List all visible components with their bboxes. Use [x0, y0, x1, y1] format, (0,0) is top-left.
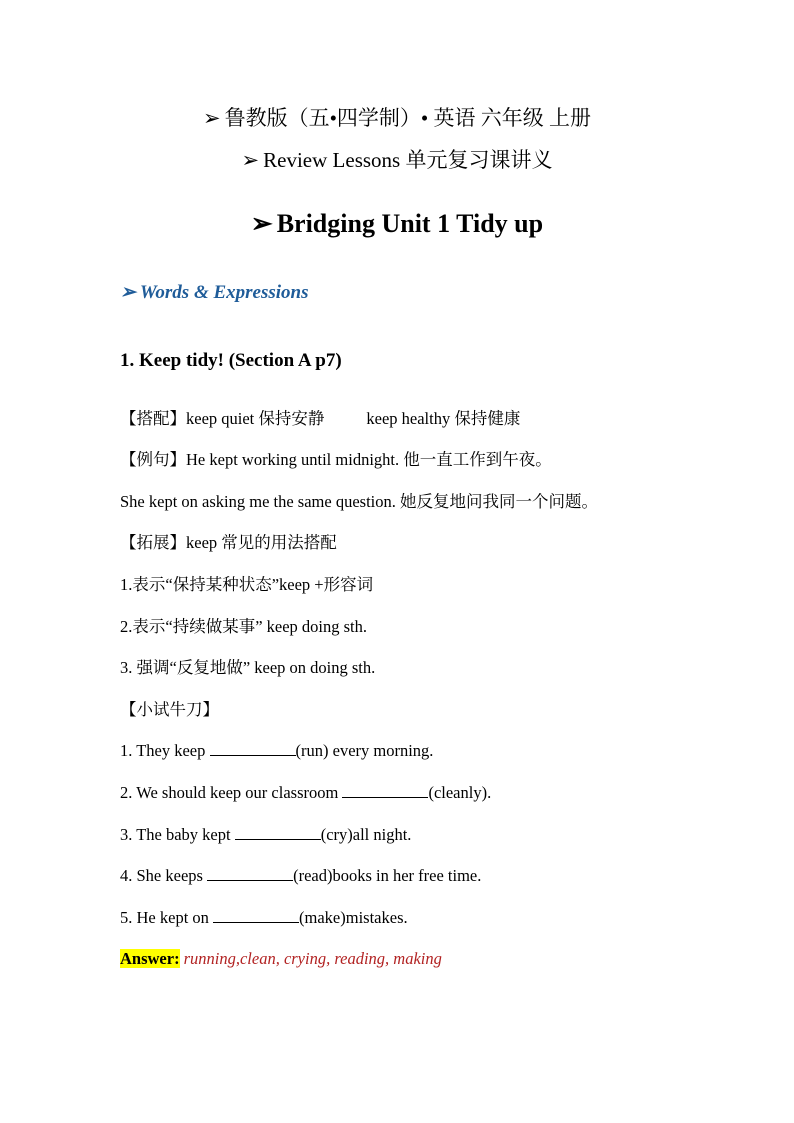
- extension-point-2: 2.表示“持续做某事” keep doing sth.: [120, 617, 368, 636]
- question-text-before: 1. They keep: [120, 741, 210, 760]
- practice-question-1: [120, 740, 433, 762]
- example-line-1: [120, 449, 552, 471]
- collocation-b: keep healthy 保持健康: [366, 409, 521, 428]
- question-text-before: 4. She keeps: [120, 866, 208, 885]
- section-heading: [120, 281, 309, 305]
- extension-tag: 【拓展】: [120, 533, 186, 552]
- answer-line: [120, 948, 442, 970]
- example-tag: 【例句】: [120, 450, 186, 469]
- answer-blank: [342, 782, 428, 798]
- answer-blank: [210, 740, 296, 756]
- arrow-bullet-icon: ➢: [120, 282, 136, 303]
- question-text-after: (make)mistakes.: [299, 908, 408, 927]
- question-text-before: 5. He kept on: [120, 908, 214, 927]
- practice-question-4: [120, 865, 481, 887]
- example-sentence-1: He kept working until midnight. 他一直工作到午夜。: [186, 450, 552, 469]
- header-line-2: [0, 146, 794, 174]
- answer-blank: [235, 824, 321, 840]
- header-line-1: [0, 104, 794, 132]
- collocation-a: keep quiet 保持安静: [186, 409, 325, 428]
- extension-point-1: 1.表示“保持某种状态”keep +形容词: [120, 575, 374, 594]
- arrow-bullet-icon: ➢: [250, 209, 273, 238]
- example-line-2: She kept on asking me the same question. 她反复地问我同一个问题。: [120, 492, 598, 511]
- practice-tag: 【小试牛刀】: [120, 700, 219, 719]
- item-heading: 1. Keep tidy! (Section A p7): [120, 350, 342, 371]
- section-heading-text: Words & Expressions: [139, 282, 309, 303]
- question-text-after: (read)books in her free time.: [293, 866, 482, 885]
- answer-blank: [207, 865, 293, 881]
- answer-text: running,clean, crying, reading, making: [183, 949, 442, 968]
- arrow-bullet-icon: ➢: [202, 106, 221, 130]
- header-line-1-text: 鲁教版（五•四学制）• 英语 六年级 上册: [224, 106, 592, 130]
- question-text-after: (cleanly).: [428, 783, 492, 802]
- collocation-line: [120, 408, 520, 430]
- page-title-text: Bridging Unit 1 Tidy up: [276, 209, 544, 238]
- extension-line: [120, 532, 337, 554]
- page-title: [0, 207, 794, 241]
- question-text-before: 2. We should keep our classroom: [120, 783, 343, 802]
- question-text-before: 3. The baby kept: [120, 825, 235, 844]
- answer-blank: [213, 907, 299, 923]
- practice-question-3: [120, 824, 411, 846]
- extension-point-3: 3. 强调“反复地做” keep on doing sth.: [120, 658, 376, 677]
- practice-question-5: [120, 907, 408, 929]
- answer-label: Answer:: [120, 949, 180, 968]
- practice-question-2: [120, 782, 491, 804]
- extension-text: keep 常见的用法搭配: [186, 533, 337, 552]
- header-line-2-text: Review Lessons 单元复习课讲义: [263, 148, 553, 172]
- question-text-after: (run) every morning.: [295, 741, 434, 760]
- arrow-bullet-icon: ➢: [241, 148, 260, 172]
- collocation-tag: 【搭配】: [120, 409, 186, 428]
- question-text-after: (cry)all night.: [320, 825, 412, 844]
